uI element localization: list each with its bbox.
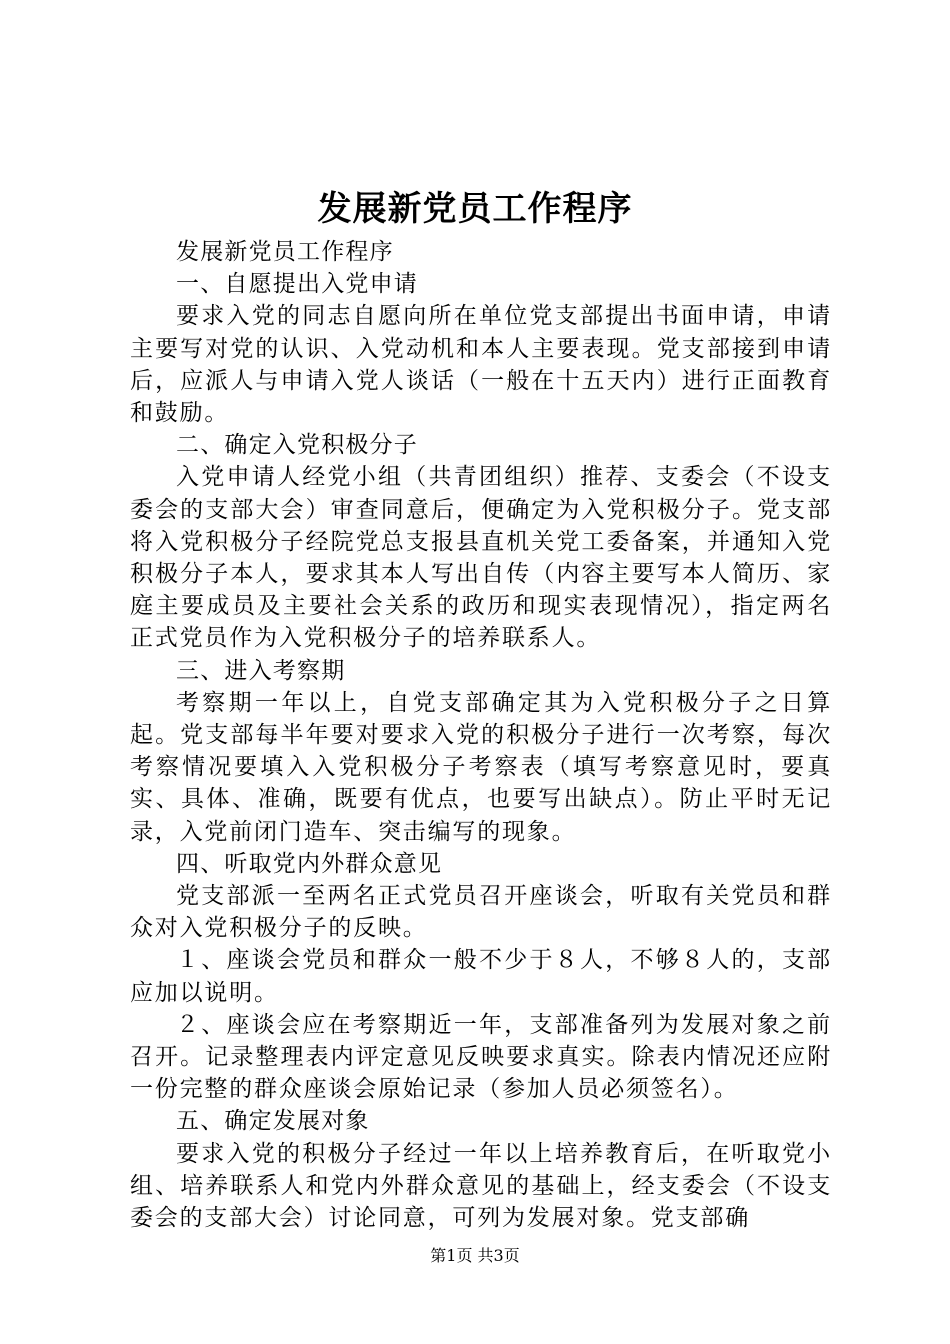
page-footer: 第1页 共3页 (430, 1246, 520, 1265)
section-heading: 一、自愿提出入党申请 (176, 271, 418, 298)
body-paragraph: 入党申请人经党小组（共青团组织）推荐、支委会（不设支委会的支部大会）审查同意后，便确定为入党积极分子。党支部将入党积极分子经院党总支报县直机关党工委备案，并通知入党积极分子本人，要求其本人写出自传（内容主要写本人简历、家庭主要成员及主要社会关系的政历和现实表现情况），指定两名正式党员作为入党积极分子的培养联系人。 (130, 464, 832, 652)
body-paragraph: 要求入党的同志自愿向所在单位党支部提出书面申请，申请主要写对党的认识、入党动机和本人主要表现。党支部接到申请后，应派人与申请入党人谈话（一般在十五天内）进行正面教育和鼓励。 (130, 303, 832, 427)
numbered-paragraph: １、座谈会党员和群众一般不少于８人，不够８人的，支部应加以说明。 (130, 947, 832, 1006)
section-heading: 二、确定入党积极分子 (176, 432, 418, 459)
document-body (130, 236, 832, 1234)
section-heading: 三、进入考察期 (176, 657, 346, 684)
body-paragraph: 要求入党的积极分子经过一年以上培养教育后，在听取党小组、培养联系人和党内外群众意见的基础上，经支委会（不设支委会的支部大会）讨论同意，可列为发展对象。党支部确 (130, 1140, 832, 1232)
document-title: 发展新党员工作程序 (317, 189, 633, 229)
body-paragraph: 考察期一年以上，自党支部确定其为入党积极分子之日算起。党支部每半年要对要求入党的积极分子进行一次考察，每次考察情况要填入入党积极分子考察表（填写考察意见时，要真实、具体、准确，既要有优点，也要写出缺点）。防止平时无记录，入党前闭门造车、突击编写的现象。 (130, 689, 832, 845)
section-heading: 发展新党员工作程序 (176, 239, 394, 265)
numbered-paragraph: ２、座谈会应在考察期近一年，支部准备列为发展对象之前召开。记录整理表内评定意见反映要求真实。除表内情况还应附一份完整的群众座谈会原始记录（参加人员必须签名）。 (130, 1011, 832, 1103)
section-heading: 四、听取党内外群众意见 (176, 850, 443, 877)
section-heading: 五、确定发展对象 (176, 1108, 370, 1135)
body-paragraph: 党支部派一至两名正式党员召开座谈会，听取有关党员和群众对入党积极分子的反映。 (130, 883, 832, 942)
